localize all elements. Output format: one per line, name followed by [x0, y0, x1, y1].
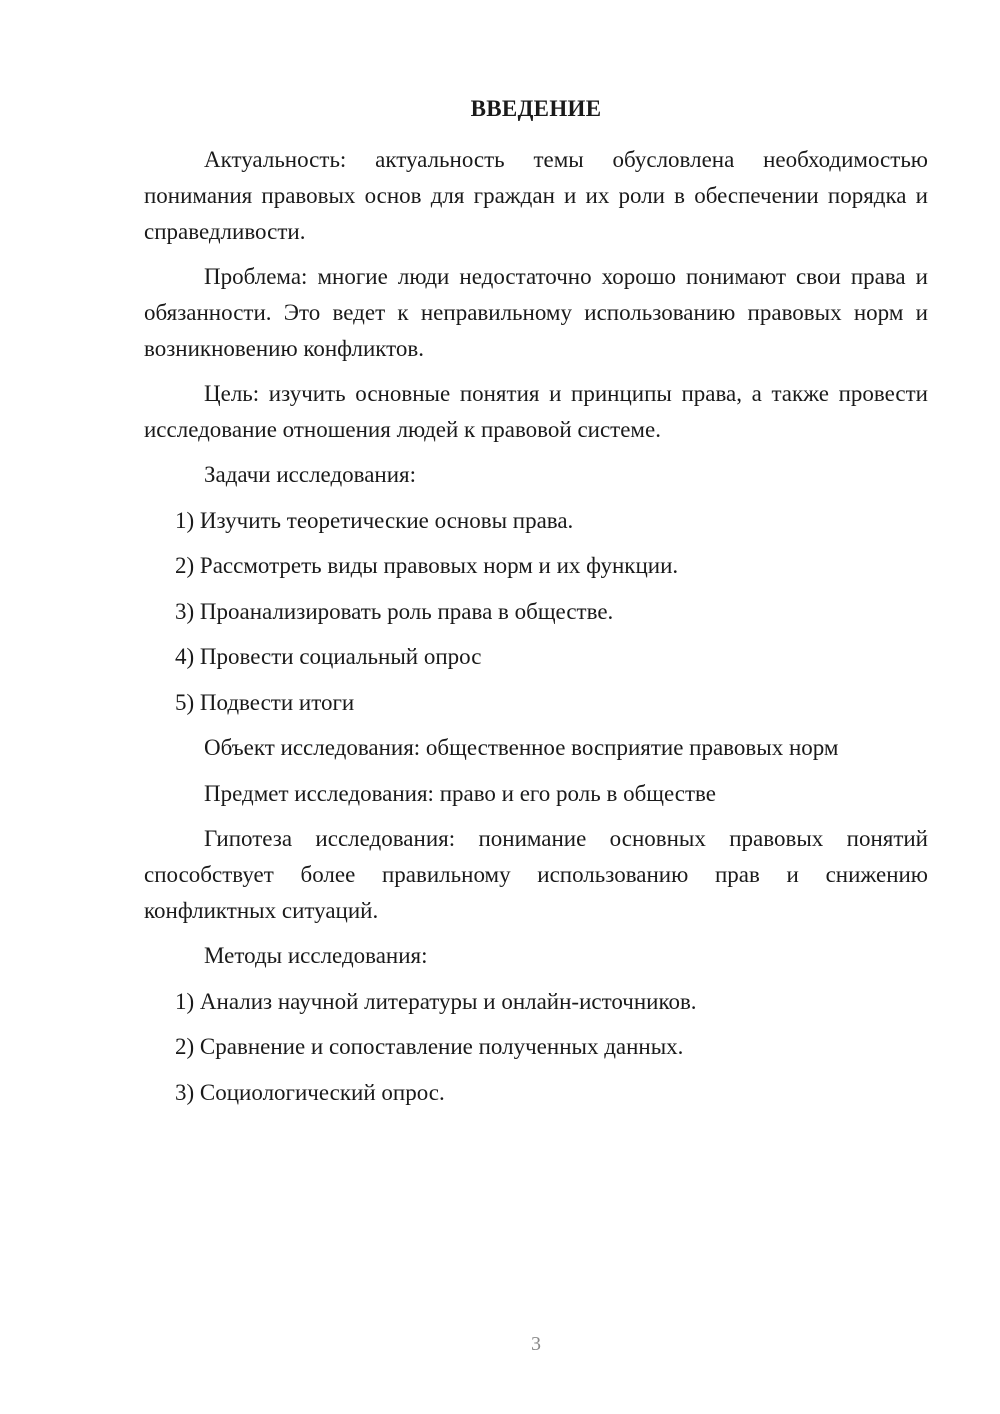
subject-line: Предмет исследования: право и его роль в обществе — [204, 780, 716, 806]
section-title: ВВЕДЕНИЕ — [470, 96, 602, 121]
problem-paragraph: Проблема: многие люди недостаточно хорошо понимают свои права и обязанности. Это ведет к неправильному использованию правовых норм и возникновению конфликтов. — [144, 264, 928, 361]
section-body — [144, 142, 928, 1120]
method-item: 2) Сравнение и сопоставление полученных данных. — [175, 1034, 684, 1059]
method-item: 3) Социологический опрос. — [175, 1079, 445, 1105]
methods-heading: Методы исследования: — [204, 943, 428, 968]
method-item: 1) Анализ научной литературы и онлайн-источников. — [175, 988, 697, 1014]
task-item: 3) Проанализировать роль права в обществе. — [175, 598, 614, 624]
goal-paragraph: Цель: изучить основные понятия и принципы права, а также провести исследование отношения людей к правовой системе. — [144, 381, 928, 442]
task-item: 4) Провести социальный опрос — [175, 644, 482, 669]
hypothesis-paragraph: Гипотеза исследования: понимание основных правовых понятий способствует более правильному использованию прав и снижению конфликтных ситуаций. — [144, 826, 928, 923]
object-line: Объект исследования: общественное восприятие правовых норм — [204, 735, 839, 760]
page-number: 3 — [531, 1333, 541, 1355]
relevance-paragraph: Актуальность: актуальность темы обусловлена необходимостью понимания правовых основ для граждан и их роли в обеспечении порядка и справедливости. — [144, 147, 928, 244]
task-item: 2) Рассмотреть виды правовых норм и их функции. — [175, 553, 679, 578]
task-item: 5) Подвести итоги — [175, 689, 355, 715]
task-item: 1) Изучить теоретические основы права. — [175, 507, 574, 533]
tasks-heading: Задачи исследования: — [204, 462, 417, 487]
